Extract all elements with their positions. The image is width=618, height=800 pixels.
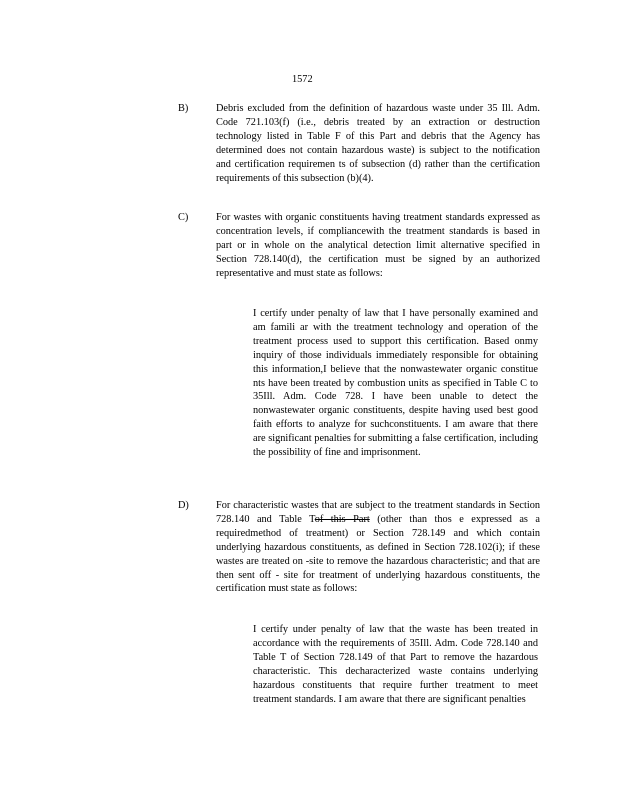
item-b-label: B): [178, 103, 189, 114]
item-d-text: [216, 499, 540, 596]
item-d: [178, 499, 540, 596]
item-d-text-before: For characteristic wastes that are subject to the treatment standards in Section 728.140 and Table T: [216, 500, 540, 525]
item-b: [178, 102, 540, 185]
item-c-text: For wastes with organic constituents having treatment standards expressed as concentration levels, if compliancewith the treatment standards is based in part or in whole on the analytical detection limit alternative specified in Section 728.140(d), the certification must be signed by an authorized representative and must state as follows:: [216, 212, 540, 279]
item-d-certification-quote: I certify under penalty of law that the waste has been treated in accordance with the requirements of 35Ill. Adm. Code 728.140 and Table T of Section 728.149 of that Part to remove the hazardous characteristic. This decharacterized waste contains underlying hazardous constituents that require further treatment to meet treatment standards. I am aware that there are significant penalties: [253, 624, 538, 705]
item-d-text-after: (other than thos e expressed as a requiredmethod of treatment) or Section 728.149 and which contain underlying hazardous constituents, as defined in Section 728.102(i); if these wastes are treated on -site to remove the hazardous characteristic; and that are then sent off - site for treatment of underlying hazardous constituents, the certification must state as follows:: [216, 513, 540, 595]
item-b-text: Debris excluded from the definition of hazardous waste under 35 Ill. Adm. Code 721.103(f) (i.e., debris treated by an extraction or destruction technology listed in Table F of this Part and debris that the Agency has determined does not contain hazardous waste) is subject to the notification and certification requiremen ts of subsection (d) rather than the certification requirements of this subsection (b)(4).: [216, 103, 540, 184]
item-c-certification-quote: I certify under penalty of law that I have personally examined and am famili ar with the treatment technology and operation of the treatment process used to support this certification. Based onmy inquiry of those individuals immediately responsible for obtaining this information,I believe that the nonwastewater organic constitue nts have been treated by combustion units as specified in Table C to 35Ill. Adm. Code 728. I have been unable to detect the nonwastewater organic constituents, despite having used best good faith efforts to analyze for suchconstituents. I am aware that there are significant penalties for submitting a false certification, including the possibility of fine and imprisonment.: [253, 308, 538, 459]
page-number: 1572: [292, 74, 313, 85]
item-d-label: D): [178, 500, 189, 511]
item-c-label: C): [178, 212, 189, 223]
item-d-struck-text: of this Part: [314, 513, 370, 525]
item-c: [178, 211, 540, 281]
